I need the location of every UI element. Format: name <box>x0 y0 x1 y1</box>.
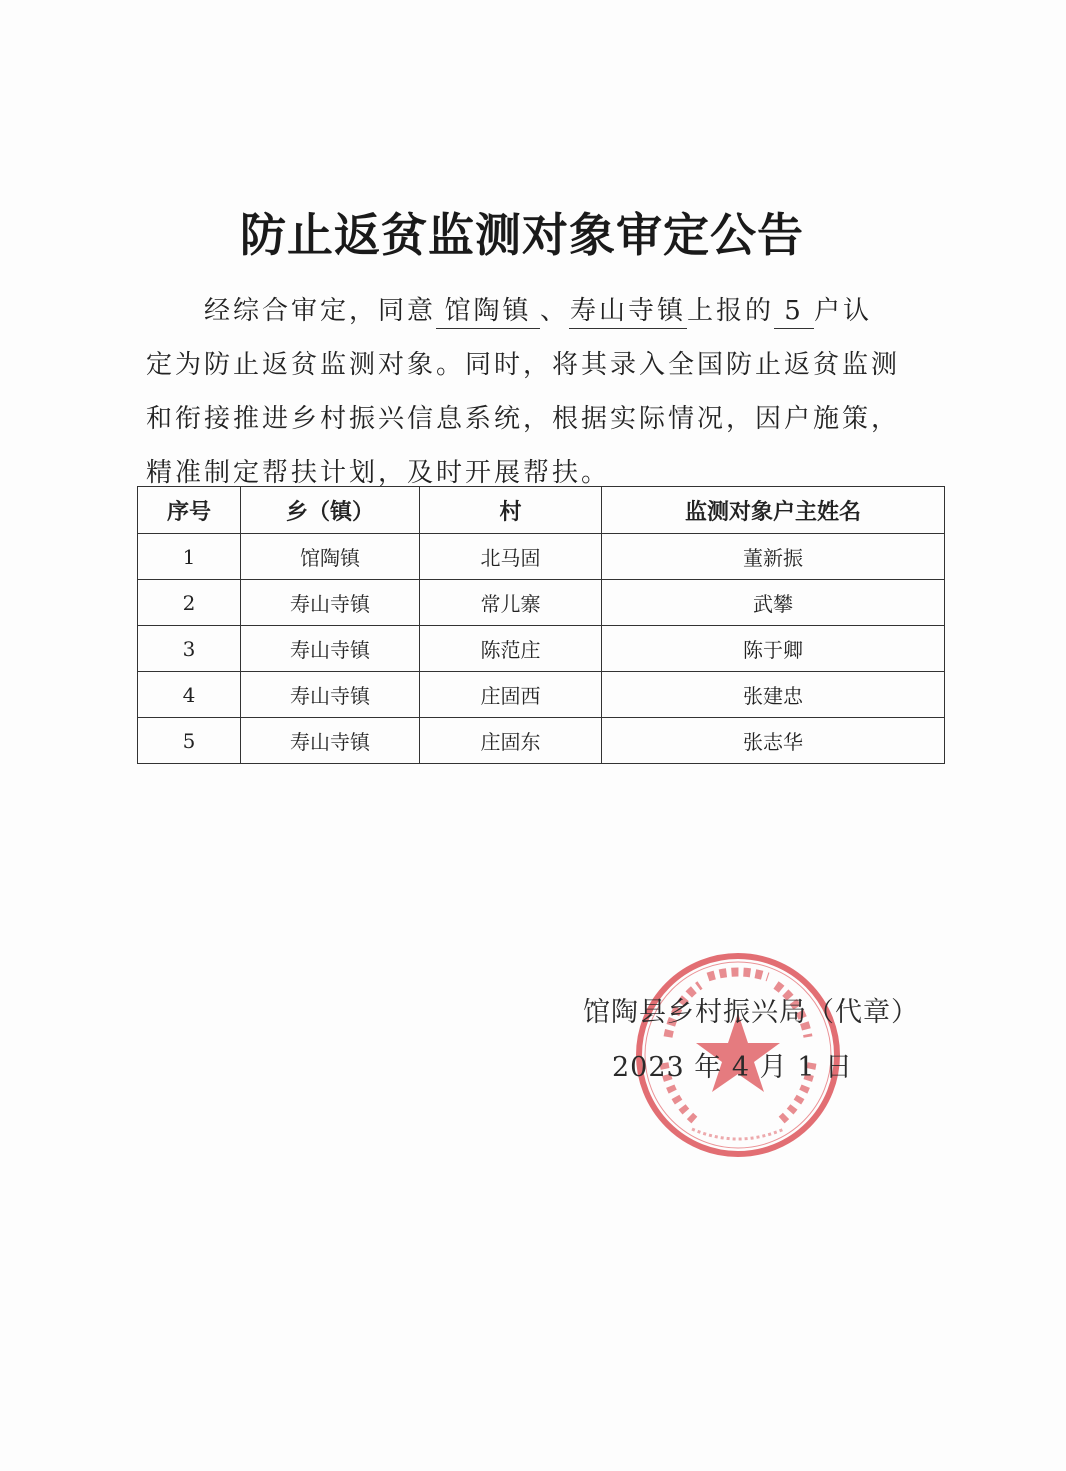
cell-village: 陈范庄 <box>420 626 602 672</box>
table-row <box>138 718 945 764</box>
header-village: 村 <box>420 487 602 534</box>
table-row <box>138 626 945 672</box>
table-row <box>138 580 945 626</box>
notice-line-3: 和衔接推进乡村振兴信息系统，根据实际情况，因户施策， <box>146 404 901 434</box>
cell-serial: 5 <box>138 718 241 764</box>
notice-body <box>146 284 906 500</box>
notice-line-1 <box>146 284 906 338</box>
cell-householder: 张志华 <box>602 718 945 764</box>
table-row <box>138 534 945 580</box>
notice-line1-suffix: 户认 <box>814 296 873 326</box>
cell-village: 庄固东 <box>420 718 602 764</box>
cell-town: 寿山寺镇 <box>241 580 420 626</box>
cell-householder: 陈于卿 <box>602 626 945 672</box>
table-row <box>138 672 945 718</box>
cell-town: 馆陶镇 <box>241 534 420 580</box>
household-count-fill: 5 <box>774 294 814 329</box>
cell-village: 庄固西 <box>420 672 602 718</box>
cell-householder: 武攀 <box>602 580 945 626</box>
cell-town: 寿山寺镇 <box>241 626 420 672</box>
cell-serial: 3 <box>138 626 241 672</box>
cell-serial: 4 <box>138 672 241 718</box>
notice-line-4: 精准制定帮扶计划，及时开展帮扶。 <box>146 458 611 488</box>
notice-line-2: 定为防止返贫监测对象。同时，将其录入全国防止返贫监测 <box>146 350 901 380</box>
cell-householder: 董新振 <box>602 534 945 580</box>
document-title: 防止返贫监测对象审定公告 <box>240 207 804 262</box>
cell-town: 寿山寺镇 <box>241 718 420 764</box>
cell-serial: 2 <box>138 580 241 626</box>
cell-town: 寿山寺镇 <box>241 672 420 718</box>
cell-householder: 张建忠 <box>602 672 945 718</box>
table-header-row <box>138 487 945 534</box>
cell-serial: 1 <box>138 534 241 580</box>
notice-separator: 、 <box>540 296 570 326</box>
cell-village: 北马固 <box>420 534 602 580</box>
town2-fill: 寿山寺镇 <box>569 294 687 329</box>
notice-reported: 上报的 <box>687 296 775 326</box>
header-serial: 序号 <box>138 487 241 534</box>
header-householder: 监测对象户主姓名 <box>602 487 945 534</box>
cell-village: 常儿寨 <box>420 580 602 626</box>
issue-date: 2023 年 4 月 1 日 <box>612 1052 853 1083</box>
notice-line1-prefix: 经综合审定，同意 <box>204 296 437 326</box>
monitoring-roster-table <box>137 486 945 764</box>
issuer-name: 馆陶县乡村振兴局（代章） <box>583 997 919 1028</box>
header-town: 乡（镇） <box>241 487 420 534</box>
town1-fill: 馆陶镇 <box>436 294 540 329</box>
